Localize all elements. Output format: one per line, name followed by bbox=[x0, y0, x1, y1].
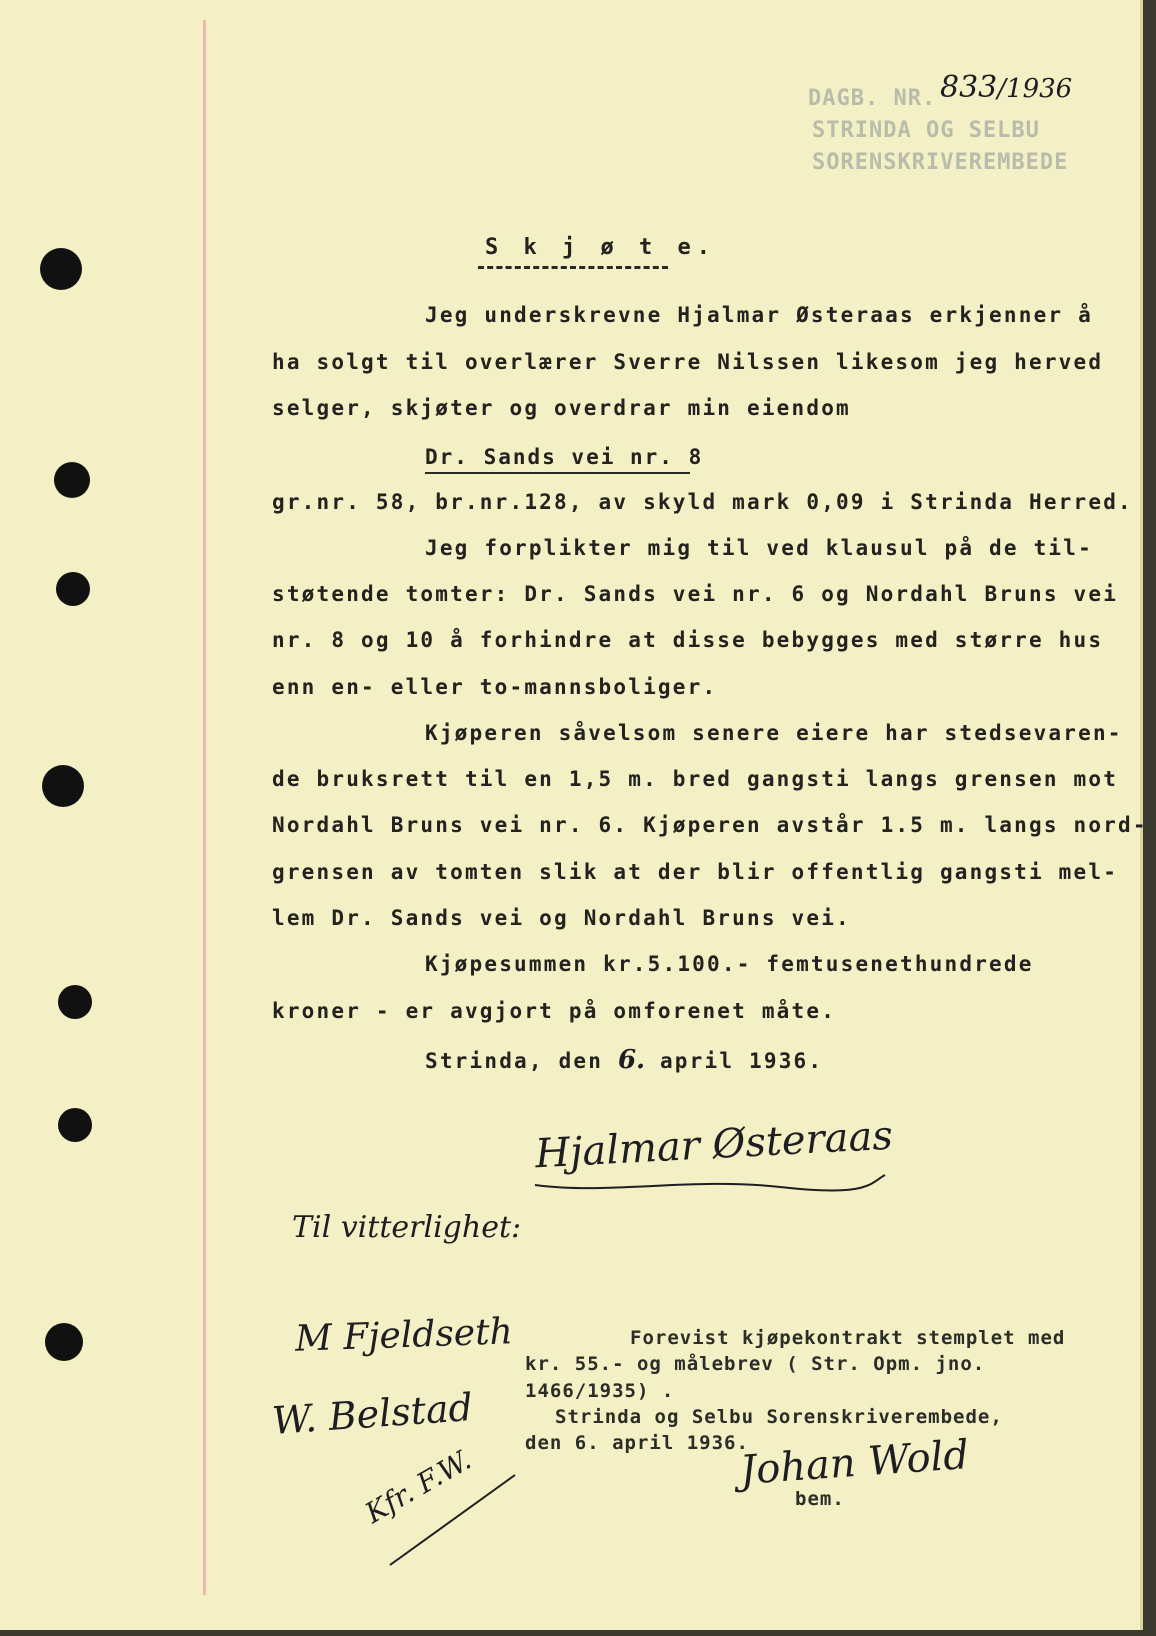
date-line bbox=[425, 1045, 823, 1075]
margin-rule bbox=[203, 20, 206, 1595]
registry-note-line: Forevist kjøpekontrakt stemplet med bbox=[630, 1327, 1066, 1349]
seller-signature: Hjalmar Østeraas bbox=[534, 1112, 894, 1178]
body-line: ha solgt til overlærer Sverre Nilssen likesom jeg herved bbox=[272, 350, 1104, 374]
journal-number bbox=[940, 70, 1072, 105]
body-line: Jeg forplikter mig til ved klausul på de til- bbox=[425, 536, 1093, 560]
document-title: S k j ø t e. bbox=[485, 235, 716, 260]
property-line: gr.nr. 58, br.nr.128, av skyld mark 0,09 i Strinda Herred. bbox=[272, 490, 1133, 514]
body-line: Jeg underskrevne Hjalmar Østeraas erkjenner å bbox=[425, 303, 1093, 327]
body-line: støtende tomter: Dr. Sands vei nr. 6 og Nordahl Bruns vei bbox=[272, 582, 1119, 606]
registrar-flourish bbox=[380, 1455, 530, 1575]
body-line: lem Dr. Sands vei og Nordahl Bruns vei. bbox=[272, 906, 851, 930]
journal-year: /1936 bbox=[997, 74, 1073, 104]
registrar-initials: Kfr. F.W. bbox=[359, 1443, 477, 1530]
registry-note-line: kr. 55.- og målebrev ( Str. Opm. jno. bbox=[525, 1353, 986, 1375]
body-line: Kjøperen såvelsom senere eiere har stedsevaren- bbox=[425, 721, 1123, 745]
stamp-prefix: DAGB. NR. bbox=[808, 86, 937, 111]
punch-hole-2 bbox=[54, 462, 90, 498]
registrar-suffix: bem. bbox=[795, 1488, 845, 1510]
journal-number-value: 833 bbox=[940, 70, 998, 105]
body-line: nr. 8 og 10 å forhindre at disse bebygges med større hus bbox=[272, 628, 1104, 652]
journal-stamp-line3: SORENSKRIVEREMBEDE bbox=[812, 150, 1069, 175]
address-underline bbox=[425, 472, 690, 474]
journal-stamp-line1 bbox=[808, 86, 936, 111]
punch-hole-5 bbox=[58, 985, 92, 1019]
seller-signature-flourish bbox=[530, 1165, 890, 1205]
body-line: grensen av tomten slik at der blir offentlig gangsti mel- bbox=[272, 860, 1119, 884]
registry-note-line: den 6. april 1936. bbox=[525, 1432, 749, 1454]
journal-stamp-line2: STRINDA OG SELBU bbox=[812, 118, 1040, 143]
property-address: Dr. Sands vei nr. 8 bbox=[425, 445, 704, 469]
punch-hole-4 bbox=[42, 765, 84, 807]
witness-label: Til vitterlighet: bbox=[292, 1210, 522, 1245]
punch-hole-3 bbox=[56, 572, 90, 606]
punch-hole-7 bbox=[45, 1323, 83, 1361]
body-line: enn en- eller to-mannsboliger. bbox=[272, 675, 718, 699]
registrar-signature: Johan Wold bbox=[738, 1432, 971, 1494]
witness-signature-2: W. Belstad bbox=[270, 1385, 475, 1443]
title-underline bbox=[478, 266, 668, 269]
witness-signature-1: M Fjeldseth bbox=[294, 1311, 514, 1360]
registry-note-line: 1466/1935) . bbox=[525, 1380, 675, 1402]
date-suffix: april 1936. bbox=[659, 1049, 824, 1073]
registry-note-line: Strinda og Selbu Sorenskriverembede, bbox=[555, 1406, 1003, 1428]
body-line: kroner - er avgjort på omforenet måte. bbox=[272, 999, 837, 1023]
punch-hole-1 bbox=[40, 248, 82, 290]
body-line: de bruksrett til en 1,5 m. bred gangsti langs grensen mot bbox=[272, 767, 1119, 791]
body-line: selger, skjøter og overdrar min eiendom bbox=[272, 396, 851, 420]
body-line: Nordahl Bruns vei nr. 6. Kjøperen avstår 1.5 m. langs nord- bbox=[272, 813, 1148, 837]
body-line: Kjøpesummen kr.5.100.- femtusenethundrede bbox=[425, 952, 1034, 976]
punch-hole-6 bbox=[58, 1108, 92, 1142]
date-day: 6. bbox=[617, 1045, 646, 1075]
date-prefix: Strinda, den bbox=[425, 1049, 604, 1073]
